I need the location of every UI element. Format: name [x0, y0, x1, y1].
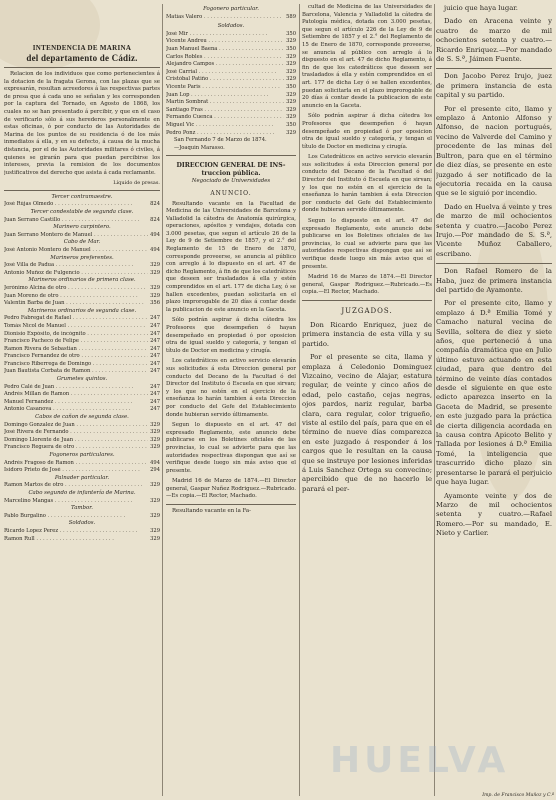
list-item: [4, 232, 160, 240]
share-amount: 329: [150, 262, 160, 269]
crew-name: Fernando Cuenca . . .: [166, 114, 284, 122]
list-item: [4, 368, 160, 376]
crew-name: Francisco Riberrega de Domingo . . .: [4, 361, 148, 369]
list-item: [4, 391, 160, 399]
signature-line: —Joaquin Marasso.: [174, 144, 225, 151]
share-amount: 247: [150, 391, 160, 398]
crew-name: Miguel Vic . . .: [166, 122, 284, 130]
share-amount: 329: [150, 444, 160, 451]
share-amount: 247: [150, 406, 160, 413]
paragraph: Por el presente se cita, llama y emplaza á Celedonio Dominguez Vizcaino, vecino de Alajar, estatura regular, de veinte y cinco años de edad, pelo castaño, cejas negras, ojos pardos, nariz regular, barba clara, cara regular, color trigueño, viste al estilo del país, para que en el término de nueve días comparezca en este juzgado á responder á los cargos que le resultan en la causa que se instruye por lesiones inferidas á Luis Sanchez Ortega su convecino; apercibido que de no hacerlo le parará el per-: [302, 353, 432, 493]
divider: [302, 300, 432, 301]
share-amount: 494: [150, 231, 160, 238]
crew-list: [166, 14, 296, 22]
divider: [436, 263, 552, 264]
list-item: [4, 460, 160, 468]
crew-name: Cristóbal Patiño . . .: [166, 76, 284, 84]
share-amount: 247: [150, 398, 160, 405]
divider: [166, 155, 296, 156]
paragraph: Los catedráticos en activo servicio elevarán sus solicitudes á esta Direccion general por conducto del Decano de la Facultad ó del Director del Instituto ó Escuela en que sirvan; y los que no estén en el ejercicio de la enseñanza lo harán tambien á esta Direccion por conducto del Gefe del Establecimiento donde hubieran servido últimamente.: [166, 358, 296, 418]
column-2: [166, 4, 296, 796]
share-amount: 350: [286, 83, 296, 90]
share-amount: 350: [286, 121, 296, 128]
share-amount: 329: [286, 61, 296, 68]
crew-name: Marcelino Mangas . . .: [4, 498, 148, 506]
crew-name: Pablo Burgalino . . .: [4, 513, 148, 521]
list-item: [166, 38, 296, 46]
crew-name: Carlos Robles . . .: [166, 54, 284, 62]
paragraph: Madrid 16 de Marzo de 1874.—El Director general, Gaspar Rodriguez.—Rubricado.—Es copia.—El Rector, Machado.: [302, 274, 432, 296]
crew-name: Juan Lop . . .: [166, 92, 284, 100]
list-item: [166, 14, 296, 22]
list-item: [4, 467, 160, 475]
list-item: [4, 217, 160, 225]
share-amount: 329: [150, 421, 160, 428]
crew-name: José Carrial . . .: [166, 69, 284, 77]
list-item: [4, 399, 160, 407]
paragraph: Resultando vacante en la Facultad de Medicina de las Universidades de Barcelona y Valladolid la cátedra de Anatomía quirúrgica, operaciones, apósitos y vendajes, dotada con 3.000 pesetas, que segun el artículo 26 de la Ley de 9 de Setiembre de 1857, y el 2.° del Reglamento de 15 de Enero de 1870, corresponde proveerse, se anuncia al público con arreglo á lo dispuesto en el art. 47 de dicho Reglamento, á fin de que los catedráticos que deseen ser trasladados á ella y estén comprendidos en el art. 177 de dicha Ley, ó se hallen excedentes, puedan solicitarla en el plazo improrogable de 20 días á contar desde la publicacion de este anuncio en la Gaceta.: [166, 200, 296, 313]
crew-name: Dionisio Expósito, de incógnito . . .: [4, 331, 148, 339]
category-heading: Palnader particular.: [54, 474, 110, 481]
crew-name: Ramon Martos de otro . . .: [4, 482, 148, 490]
category-heading: Grumetes quintos.: [56, 376, 108, 383]
list-item: [4, 353, 160, 361]
list-item: [166, 54, 296, 62]
direction-title: DIRECCION GENERAL DE INS-: [176, 161, 286, 169]
column-rule: [434, 4, 435, 796]
share-amount: 247: [150, 368, 160, 375]
juzgados-title: JUZGADOS.: [341, 306, 393, 315]
category-heading: Marineros ordinarios de segunda clase.: [27, 307, 137, 314]
category-heading: Cabo de Mar.: [63, 239, 101, 246]
juzgado-heading: Don Rafael Romero de la Haba, juez de primera instancia del partido de Ayamonte.: [436, 267, 552, 294]
share-amount: 247: [150, 330, 160, 337]
crew-name: Francisco Fernandez de otro . . .: [4, 353, 148, 361]
list-item: [4, 338, 160, 346]
crew-name: Alejandro Campos . . .: [166, 61, 284, 69]
crew-name: Valentín Barba de Juan . . .: [4, 300, 148, 308]
category-heading: Soldados.: [217, 23, 245, 30]
list-item: [4, 247, 160, 255]
list-item: [4, 406, 160, 414]
list-item: [166, 84, 296, 92]
paragraph: Dado en Huelva á veinte y tres de marzo de mil ochocientos setenta y cuatro.—Jacobo Perez Irujo.—Por mandado de S. S.ª, Vicente Muñoz Caballero, escribano.: [436, 202, 552, 258]
category-heading: Marineros ordinarios de primera clase.: [28, 277, 136, 284]
crew-name: José Villa de Padua . . .: [4, 262, 148, 270]
crew-name: Tomás Nicol de Manuel . . .: [4, 323, 148, 331]
category-heading: Cabos de cañon de segunda clase.: [35, 414, 129, 421]
list-item: [4, 201, 160, 209]
list-item: [166, 107, 296, 115]
list-item: [4, 361, 160, 369]
crew-name: Juan Serrano Castillo . . .: [4, 217, 148, 225]
crew-name: Matías Valero . . .: [166, 14, 284, 22]
list-item: [166, 114, 296, 122]
crew-name: Juan Bautista Corbata de Ramon . . .: [4, 368, 148, 376]
share-amount: 329: [150, 269, 160, 276]
share-amount: 824: [150, 216, 160, 223]
share-amount: 329: [150, 527, 160, 534]
crew-name: Ramon Rull . . .: [4, 536, 148, 544]
crew-name: Andrés Millan de Ramon . . .: [4, 391, 148, 399]
list-item: [166, 31, 296, 39]
share-amount: 294: [150, 467, 160, 474]
list-item: [4, 323, 160, 331]
crew-name: José Rivera de Fernando . . .: [4, 429, 148, 437]
juzgado-body: [302, 321, 432, 494]
crew-name: Francisco Pacheco de Felipe . . .: [4, 338, 148, 346]
paragraph: Segun lo dispuesto en el art. 47 del expresado Reglamento, este anuncio debe publicarse en los Boletines oficiales de las provincias, lo cual se advierte para que las autoridades respectivas dispongan que así se verifique desde luego sin más aviso que el presente.: [166, 422, 296, 474]
crew-name: Antonio Casanova . . .: [4, 406, 148, 414]
column-rule: [299, 4, 300, 796]
column-rule: [162, 4, 163, 796]
share-amount: 329: [150, 429, 160, 436]
list-item: [4, 300, 160, 308]
anuncio-title: ANUNCIO.: [210, 189, 252, 197]
juzgado-body: [436, 299, 552, 538]
crew-list: [166, 31, 296, 137]
list-item: [4, 429, 160, 437]
share-amount: 247: [150, 353, 160, 360]
crew-name: José Mir . . .: [166, 31, 284, 39]
crew-name: Domingo Gonzalez de Juan . . .: [4, 422, 148, 430]
list-item: [4, 384, 160, 392]
list-item: [4, 498, 160, 506]
crew-name: Pedro Ponz . . .: [166, 130, 284, 138]
list-item: [4, 513, 160, 521]
share-amount: 589: [286, 13, 296, 20]
category-heading: Marineros preferentes.: [50, 254, 114, 261]
list-item: [4, 293, 160, 301]
paragraph: Ayamonte veinte y dos de Marzo de mil ochocientos setenta y cuatro.—Rafael Romero.—Por su mandado, E. Nieto y Carlier.: [436, 491, 552, 538]
date-line: San Fernando 7 de Marzo de 1874.: [174, 137, 267, 144]
paragraph: Los Catedráticos en activo servicio elevarán sus solicitudes á esta Direccion general por conducto del Decano de la Facultad ó del Director del Instituto ó Escuela en que sirvan; y los que no estén en el ejercicio de la enseñanza lo harán tambien á esta Direccion por conducto del Gefe del Establecimiento donde hubieran servido últimamente.: [302, 154, 432, 214]
list-item: [166, 92, 296, 100]
list-item: [166, 61, 296, 69]
category-heading: Marinero carpintero.: [53, 224, 111, 231]
column-3: [302, 4, 432, 796]
share-amount: 329: [286, 114, 296, 121]
list-item: [166, 76, 296, 84]
list-item: [4, 270, 160, 278]
crew-name: Ricardo Lopez Perez . . .: [4, 528, 148, 536]
list-item: [166, 46, 296, 54]
share-amount: 247: [150, 338, 160, 345]
list-item: [4, 346, 160, 354]
divider: [4, 190, 160, 191]
list-item: [166, 130, 296, 138]
paragraph: Madrid 16 de Marzo de 1874.—El Director general, Gaspar Nuñez Rodriguez.—Rubricado.—Es copia.—El Rector, Machado.: [166, 478, 296, 500]
share-amount: 247: [150, 360, 160, 367]
category-heading: Fogoneros particulares.: [49, 452, 115, 458]
share-amount: 329: [286, 91, 296, 98]
list-item: [166, 99, 296, 107]
share-amount: 329: [150, 284, 160, 291]
crew-name: Vicente Paris . . .: [166, 84, 284, 92]
category-heading: Tambor.: [71, 505, 93, 512]
list-item: [4, 536, 160, 544]
paragraph: Por el presente cito, llamo y emplazo á D.ª Emilia Tomé y Camacho natural vecina de Sevilla, soltera de diez y siete años, que perteneció á una compañía dramática que en Julio último estuvo actuando en esta ciudad, para que dentro del término de veinte días contados desde el siguiente en que este edicto aparezca inserto en la Gaceta de Madrid, se presente en este juzgado para la práctica de cierta diligencia acordada en la causa contra Apicoto Belito y Tallada por lesiones á D.ª Emilia Tomé, la inteligencia que trascurrido dicho plazo sin presentarse le parará el perjuicio que haya lugar.: [436, 299, 552, 487]
paragraph: Sólo podrán aspirar á dicha cátedra los Profesores que desempeñen ó hayan desempeñado en propiedad ó por oposicion otra de igual sueldo y categoría, y tengan el título de Doctor en medicina y cirugía.: [302, 113, 432, 150]
direction-title-2: truccion pública.: [201, 169, 261, 177]
continued-paragraph: Resultando vacante en la Fa-: [172, 508, 251, 515]
list-item: [4, 262, 160, 270]
crew-name: Pedro Fabregat de Rafael . . .: [4, 315, 148, 323]
share-amount: 329: [286, 99, 296, 106]
share-amount: 247: [150, 315, 160, 322]
share-amount: 350: [286, 30, 296, 37]
share-amount: 329: [150, 512, 160, 519]
intro-paragraph: Relacion de los individuos que como pertenecientes á la dotacion de la fragata Gerona, con las plazas que se expresarán, resultan acreedores á las respectivas partes de presa que á cada uno se señalan y les corresponden por la captura del Tornado, en Agosto de 1868, los cuales no se han presentado á percibir, y que en el caso de verificarlo sólo á sus herederos personalmente en estas oficinas, ó por conducto de las Autoridades de Marina de los puntos de su residencia ó de los más inmediatos á ella, y en su defecto, á causa de la mucha distancia, por el de las Autoridades militares ó civiles, á quienes se girarán para que puedan percibirse los intereses, previa la remision de los documentos justificativos del derecho que asista á cada reclamante.: [4, 71, 160, 176]
list-item: [4, 331, 160, 339]
list-item: [4, 482, 160, 490]
negociado: Negociado de Universidades: [191, 177, 271, 184]
paragraph: Dado en Aracena veinte y cuatro de marzo de mil ochocientos setenta y cuatro.—Ricardo Enriquez.—Por mandado de S. S.ª, Jáimen Fuente.: [436, 17, 552, 64]
share-amount: 329: [150, 292, 160, 299]
share-amount: 247: [150, 345, 160, 352]
paragraph: Segun lo dispuesto en el art. 47 del expresado Reglamento, este anuncio debe publicarse en los Boletines oficiales de las provincias, lo cual se advierte para que las autoridades respectivas dispongan que así se verifique desde luego sin más aviso que el presente.: [302, 218, 432, 270]
list-item: [4, 315, 160, 323]
share-amount: 247: [150, 322, 160, 329]
list-item: [4, 444, 160, 452]
share-amount: 329: [286, 106, 296, 113]
crew-name: Pedro Calé de Juan . . .: [4, 384, 148, 392]
category-heading: Soldados.: [68, 520, 96, 527]
crew-name: Martín Sombrat . . .: [166, 99, 284, 107]
section-subtitle: del departamento de Cádiz.: [26, 53, 138, 63]
share-amount: 329: [286, 53, 296, 60]
crew-name: Manuel Fernandez . . .: [4, 399, 148, 407]
list-item: [166, 122, 296, 130]
share-amount: 350: [286, 45, 296, 52]
announcement-body: [302, 4, 432, 297]
share-amount: 329: [286, 68, 296, 75]
share-amount: 329: [286, 38, 296, 45]
share-amount: 329: [286, 76, 296, 83]
divider: [436, 68, 552, 69]
paragraph: juicio que haya lugar.: [444, 4, 518, 12]
section-title: INTENDENCIA DE MARINA: [32, 44, 132, 52]
crew-name: Vicente Andreu . . .: [166, 38, 284, 46]
divider: [4, 67, 160, 68]
share-amount: 329: [150, 482, 160, 489]
column-4: [436, 4, 552, 796]
crew-name: Juan Serrano Montero de Manuel . . .: [4, 232, 148, 240]
crew-list: [4, 194, 160, 543]
crew-name: Santiago Fras . . .: [166, 107, 284, 115]
divider: [166, 504, 296, 505]
crew-name: Jerónimo Alcina de otro . . .: [4, 285, 148, 293]
watermark: HUELVA: [330, 740, 510, 781]
paragraph: cultad de Medicina de las Universidades de Barcelona, Valencia y Valladolid la cátedra de Patología médica, dotada con 3.000 pesetas, que segun el artículo 226 de la Ley de 9 de Setiembre de 1857 y el 2.° del Reglamento de 15 de Enero de 1870, corresponde proveerse, se anuncia al público con arreglo á lo dispuesto en el art. 47 de dicho Reglamento, á fin de que los catedráticos que deseen ser trasladados á ella y estén comprendidos en el art. 177 de dicha Ley ó se hallen excedentes, puedan solicitarla en el plazo improrogable de 20 días á contar desde la publicacion de este anuncio en la Gaceta.: [302, 4, 432, 109]
crew-name: Domingo Llorente de Juan . . .: [4, 437, 148, 445]
announcement-body: [166, 201, 296, 502]
crew-name: Isidoro Prieto de José . . .: [4, 467, 148, 475]
paragraph: Por el presente cito, llamo y emplazo á Antonio Alfonso y Alfonso, de nacion portugués, vecino de Valverde del Camino y procedente de las minas del Bultron, para que en el término de diez días, se presente en este juzgado á ser notificado de la ejecutoria recaida en la causa que se le siguió por incendio.: [436, 104, 552, 198]
crew-name: Antonio Muñoz de Fulgencio . . .: [4, 270, 148, 278]
list-item: [166, 69, 296, 77]
column-1: [4, 4, 160, 796]
list-item: [4, 528, 160, 536]
share-amount: 329: [286, 129, 296, 136]
share-amount: 329: [150, 535, 160, 542]
share-amount: 494: [150, 459, 160, 466]
share-amount: 494: [150, 246, 160, 253]
list-item: [4, 422, 160, 430]
juzgado-body: [436, 4, 552, 64]
share-amount: 824: [150, 201, 160, 208]
paragraph: Sólo podrán aspirar á dicha cátedra los Profesores que desempeñen ó hayan desempeñado en propiedad ó por oposicion otra de igual sueldo y categoría, y tengan el título de Doctor en medicina y cirugía.: [166, 317, 296, 354]
category-heading: Tercer contramaestre.: [51, 193, 113, 200]
crew-name: Francisco Reguera de otro . . .: [4, 444, 148, 452]
share-amount: 356: [150, 300, 160, 307]
juzgado-heading: Don Jacobo Perez Irujo, juez de primera instancia de esta capital y su partido.: [436, 72, 552, 100]
column-header-liquido: Líquido de presas.: [113, 180, 160, 187]
crew-name: Juan Moreno de otro . . .: [4, 293, 148, 301]
juzgado-body: [436, 105, 552, 260]
category-heading: Tercer condestable de segunda clase.: [30, 209, 134, 215]
category-heading: Cabo segundo de infantería de Marina.: [28, 489, 136, 496]
list-item: [4, 437, 160, 445]
share-amount: 247: [150, 383, 160, 390]
printer-imprint: Imp. de Francisco Muñoz y C.ª: [482, 793, 554, 798]
category-heading: Fogonero particular.: [203, 6, 259, 12]
crew-name: Ramon Rivera de Sebastian . . .: [4, 346, 148, 354]
share-amount: 329: [150, 497, 160, 504]
share-amount: 329: [150, 436, 160, 443]
crew-name: Juan Manuel Baena . . .: [166, 46, 284, 54]
crew-name: Andrés Fragoso de Ramon . . .: [4, 460, 148, 468]
list-item: [4, 285, 160, 293]
crew-name: José Antonio Montero de Manuel . . .: [4, 247, 148, 255]
crew-name: José Rújas Olmedo . . .: [4, 201, 148, 209]
paragraph: Don Ricardo Enriquez, juez de primera instancia de esta villa y su partido.: [302, 320, 432, 348]
